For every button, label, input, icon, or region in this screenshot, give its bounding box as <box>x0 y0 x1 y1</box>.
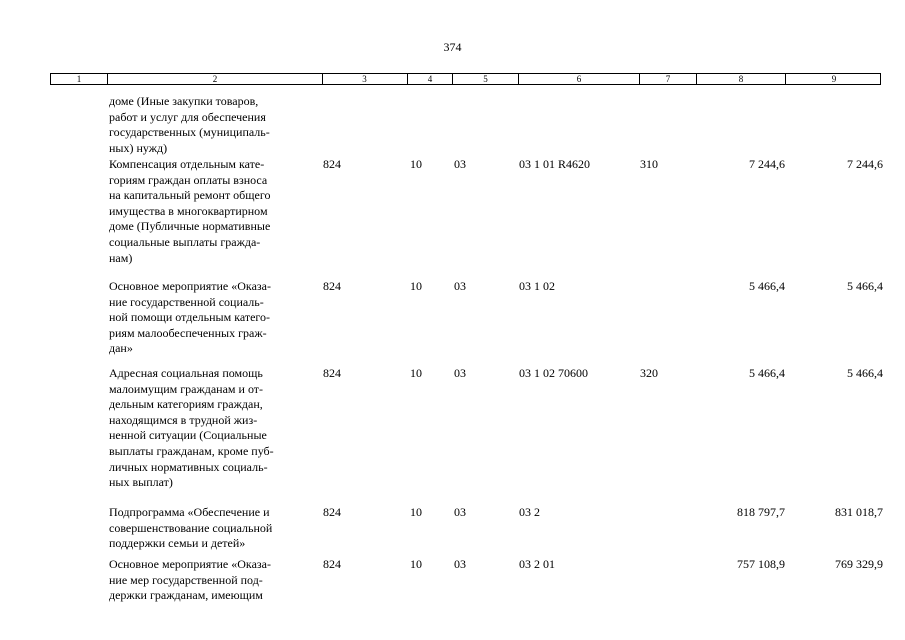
row-description <box>109 94 321 156</box>
description-line: ных выплат) <box>109 475 173 490</box>
description-line: риям малообеспеченных граж- <box>109 325 267 340</box>
description-line: государственных (муниципаль- <box>109 125 270 140</box>
header-col-8: 8 <box>697 74 786 84</box>
header-col-5: 5 <box>453 74 519 84</box>
header-col-3: 3 <box>322 74 408 84</box>
header-col-6: 6 <box>519 74 640 84</box>
description-line: Основное мероприятие «Оказа- <box>109 279 271 293</box>
description-line: совершенствование социальной <box>109 520 273 535</box>
description-line: ненной ситуации (Социальные <box>109 428 267 443</box>
page-number: 374 <box>443 40 462 54</box>
cell-col-3: 824 <box>323 366 341 380</box>
cell-col-4: 10 <box>410 157 422 171</box>
description-line: выплаты гражданам, кроме пуб- <box>109 443 274 458</box>
description-line: работ и услуг для обеспечения <box>109 109 266 124</box>
description-line: социальные выплаты гражда- <box>109 234 261 249</box>
header-col-7: 7 <box>640 74 697 84</box>
cell-col-9: 831 018,7 <box>835 505 883 519</box>
description-line: дан» <box>109 341 133 356</box>
cell-col-8: 818 797,7 <box>737 505 785 519</box>
cell-col-9: 769 329,9 <box>835 557 883 571</box>
cell-col-8: 5 466,4 <box>749 366 785 380</box>
cell-col-8: 757 108,9 <box>737 557 785 571</box>
description-line: ной помощи отдельным катего- <box>109 310 271 325</box>
description-line: имущества в многоквартирном <box>109 203 268 218</box>
cell-col-6: 03 1 02 <box>519 279 555 293</box>
cell-col-8: 5 466,4 <box>749 279 785 293</box>
header-col-1: 1 <box>51 74 108 84</box>
description-line: ние мер государственной под- <box>109 572 263 587</box>
cell-col-6: 03 1 02 70600 <box>519 366 588 380</box>
cell-col-4: 10 <box>410 557 422 571</box>
description-line: ние государственной социаль- <box>109 294 264 309</box>
cell-col-4: 10 <box>410 279 422 293</box>
cell-col-9: 7 244,6 <box>847 157 883 171</box>
cell-col-5: 03 <box>454 157 466 171</box>
description-line: Компенсация отдельным кате- <box>109 157 265 171</box>
description-line: находящимся в трудной жиз- <box>109 412 258 427</box>
description-line: на капитальный ремонт общего <box>109 188 271 203</box>
cell-col-4: 10 <box>410 505 422 519</box>
description-line: поддержки семьи и детей» <box>109 536 246 551</box>
cell-col-6: 03 2 01 <box>519 557 555 571</box>
description-line: нам) <box>109 250 133 265</box>
description-line: малоимущим гражданам и от- <box>109 381 264 396</box>
description-line: гориям граждан оплаты взноса <box>109 172 268 187</box>
table-header <box>50 73 881 85</box>
header-col-2: 2 <box>108 74 323 84</box>
header-col-4: 4 <box>408 74 453 84</box>
cell-col-4: 10 <box>410 366 422 380</box>
description-line: Адресная социальная помощь <box>109 366 263 380</box>
cell-col-7: 310 <box>640 157 658 171</box>
description-line: доме (Публичные нормативные <box>109 219 271 234</box>
row-description <box>109 505 321 552</box>
cell-col-9: 5 466,4 <box>847 366 883 380</box>
cell-col-5: 03 <box>454 366 466 380</box>
cell-col-3: 824 <box>323 157 341 171</box>
description-line: Подпрограмма «Обеспечение и <box>109 505 270 519</box>
description-line: Основное мероприятие «Оказа- <box>109 557 271 571</box>
cell-col-7: 320 <box>640 366 658 380</box>
cell-col-3: 824 <box>323 505 341 519</box>
description-line: держки гражданам, имеющим <box>109 588 263 603</box>
header-col-9: 9 <box>831 74 837 84</box>
cell-col-5: 03 <box>454 557 466 571</box>
cell-col-5: 03 <box>454 505 466 519</box>
row-description <box>109 279 321 357</box>
cell-col-9: 5 466,4 <box>847 279 883 293</box>
row-description <box>109 366 321 491</box>
description-line: личных нормативных социаль- <box>109 459 268 474</box>
cell-col-6: 03 1 01 R4620 <box>519 157 591 171</box>
cell-col-3: 824 <box>323 279 341 293</box>
description-line: ных) нужд) <box>109 140 168 155</box>
cell-col-3: 824 <box>323 557 341 571</box>
cell-col-8: 7 244,6 <box>749 157 785 171</box>
description-line: дельным категориям граждан, <box>109 397 263 412</box>
cell-col-6: 03 2 <box>519 505 540 519</box>
row-description <box>109 157 321 266</box>
cell-col-5: 03 <box>454 279 466 293</box>
row-description <box>109 557 321 604</box>
description-line: доме (Иные закупки товаров, <box>109 94 259 108</box>
